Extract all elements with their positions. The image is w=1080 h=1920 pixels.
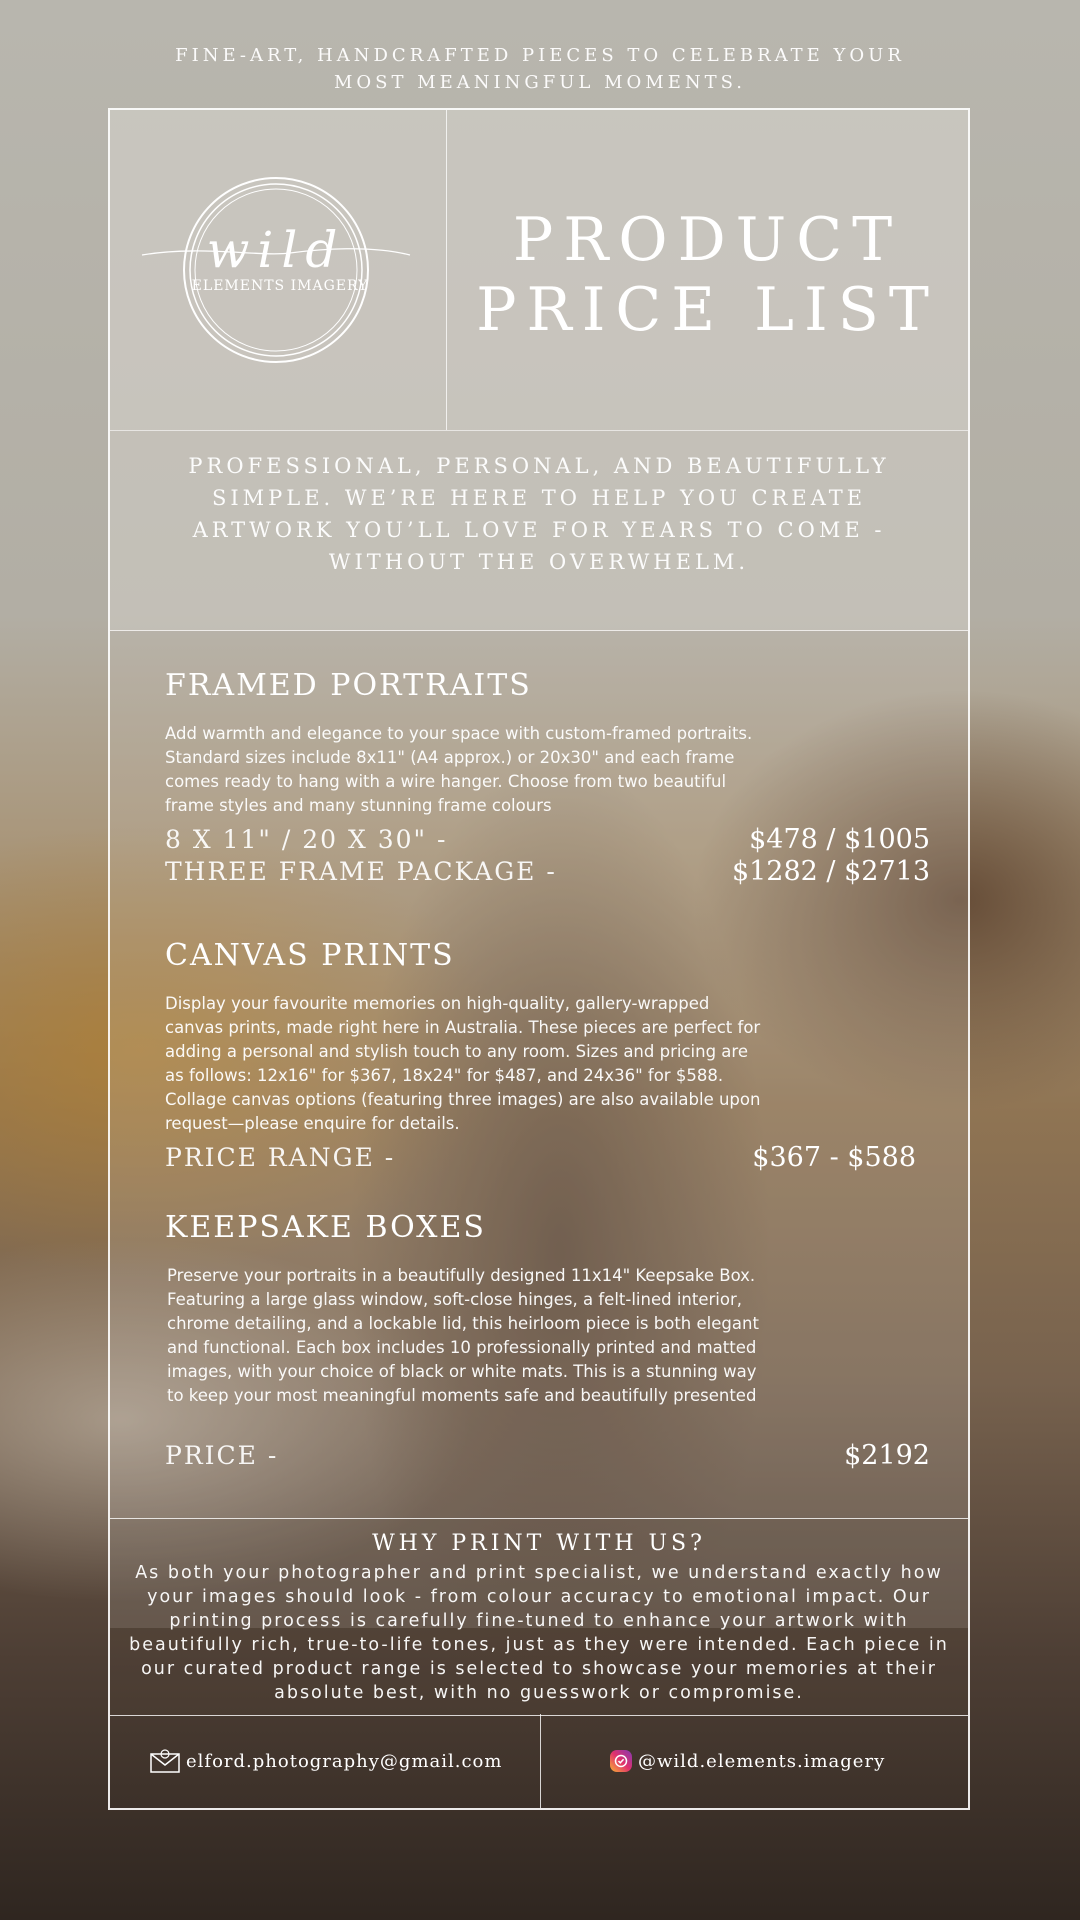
canvas-prints-title: CANVAS PRINTS (165, 938, 455, 973)
contact-footer (110, 1714, 968, 1808)
framed-portraits-description: Add warmth and elegance to your space with custom-framed portraits. Standard sizes include 8x11" (A4 approx.) or 20x30" and each frame comes ready to hang with a wire hanger. Choose from two beautiful frame styles and many stunning frame colours (165, 724, 753, 815)
wild-elements-logo (140, 175, 412, 370)
envelope-icon (150, 1749, 180, 1773)
keepsake-price-value: $2192 (844, 1440, 930, 1471)
email-contact[interactable] (150, 1714, 502, 1808)
footer-divider (540, 1714, 541, 1808)
tagline: FINE-ART, HANDCRAFTED PIECES TO CELEBRATE YOUR MOST MEANINGFUL MOMENTS. (175, 45, 905, 93)
keepsake-boxes-description: Preserve your portraits in a beautifully designed 11x14" Keepsake Box. Featuring a large glass window, soft-close hinges, a felt-lined interior, chrome detailing, and a lockable lid, this heirloom piece is both elegant and functional. Each box includes 10 professionally printed and matted images, with your choice of black or white mats. This is a stunning way to keep your most meaningful moments safe and beautifully presented (167, 1266, 759, 1405)
framed-price1-label: 8 X 11" / 20 X 30" - (165, 825, 448, 854)
intro-text: PROFESSIONAL, PERSONAL, AND BEAUTIFULLY SIMPLE. WE’RE HERE TO HELP YOU CREATE ARTWORK YOU’LL LOVE FOR YEARS TO COME - WITHOUT THE OVERWHELM. (188, 454, 890, 574)
why-print-panel (110, 1518, 968, 1716)
instagram-icon (610, 1750, 632, 1772)
email-address[interactable]: elford.photography@gmail.com (186, 1750, 503, 1772)
why-text: As both your photographer and print specialist, we understand exactly how your images should look - from colour accuracy to emotional impact. Our printing process is carefully fine-tuned to enhance your artwork with beautifully rich, true-to-life tones, just as they were intended. Each piece in our curated product range is selected to showcase your memories at their absolute best, with no guesswork or compromise. (129, 1563, 949, 1703)
canvas-prints-description: Display your favourite memories on high-quality, gallery-wrapped canvas prints, made right here in Australia. These pieces are perfect for adding a personal and stylish touch to any room. Sizes and pricing are as follows: 12x16" for $367, 18x24" for $487, and 24x36" for $588. Collage canvas options (featuring three images) are also available upon request—please enquire for details. (165, 994, 761, 1133)
title-line-2: PRICE LIST (476, 275, 939, 345)
framed-portraits-title: FRAMED PORTRAITS (165, 668, 532, 703)
logo-script: wild (206, 221, 346, 279)
framed-price2-value: $1282 / $2713 (731, 856, 930, 887)
price-list-card (108, 108, 970, 1810)
framed-price1-value: $478 / $1005 (749, 824, 930, 855)
canvas-price-label: PRICE RANGE - (165, 1143, 396, 1172)
page-title (447, 205, 968, 345)
logo-subtitle: ELEMENTS IMAGERY (191, 278, 369, 294)
intro-panel (110, 430, 968, 631)
why-title: WHY PRINT WITH US? (372, 1531, 706, 1556)
instagram-contact[interactable] (610, 1714, 885, 1808)
instagram-handle[interactable]: @wild.elements.imagery (638, 1750, 886, 1772)
keepsake-boxes-title: KEEPSAKE BOXES (165, 1210, 486, 1245)
framed-price2-label: THREE FRAME PACKAGE - (165, 857, 557, 886)
canvas-price-value: $367 - $588 (752, 1142, 916, 1173)
title-line-1: PRODUCT (512, 205, 903, 275)
products-panel (110, 630, 968, 1628)
header-panel (110, 110, 968, 431)
keepsake-price-label: PRICE - (165, 1441, 279, 1470)
